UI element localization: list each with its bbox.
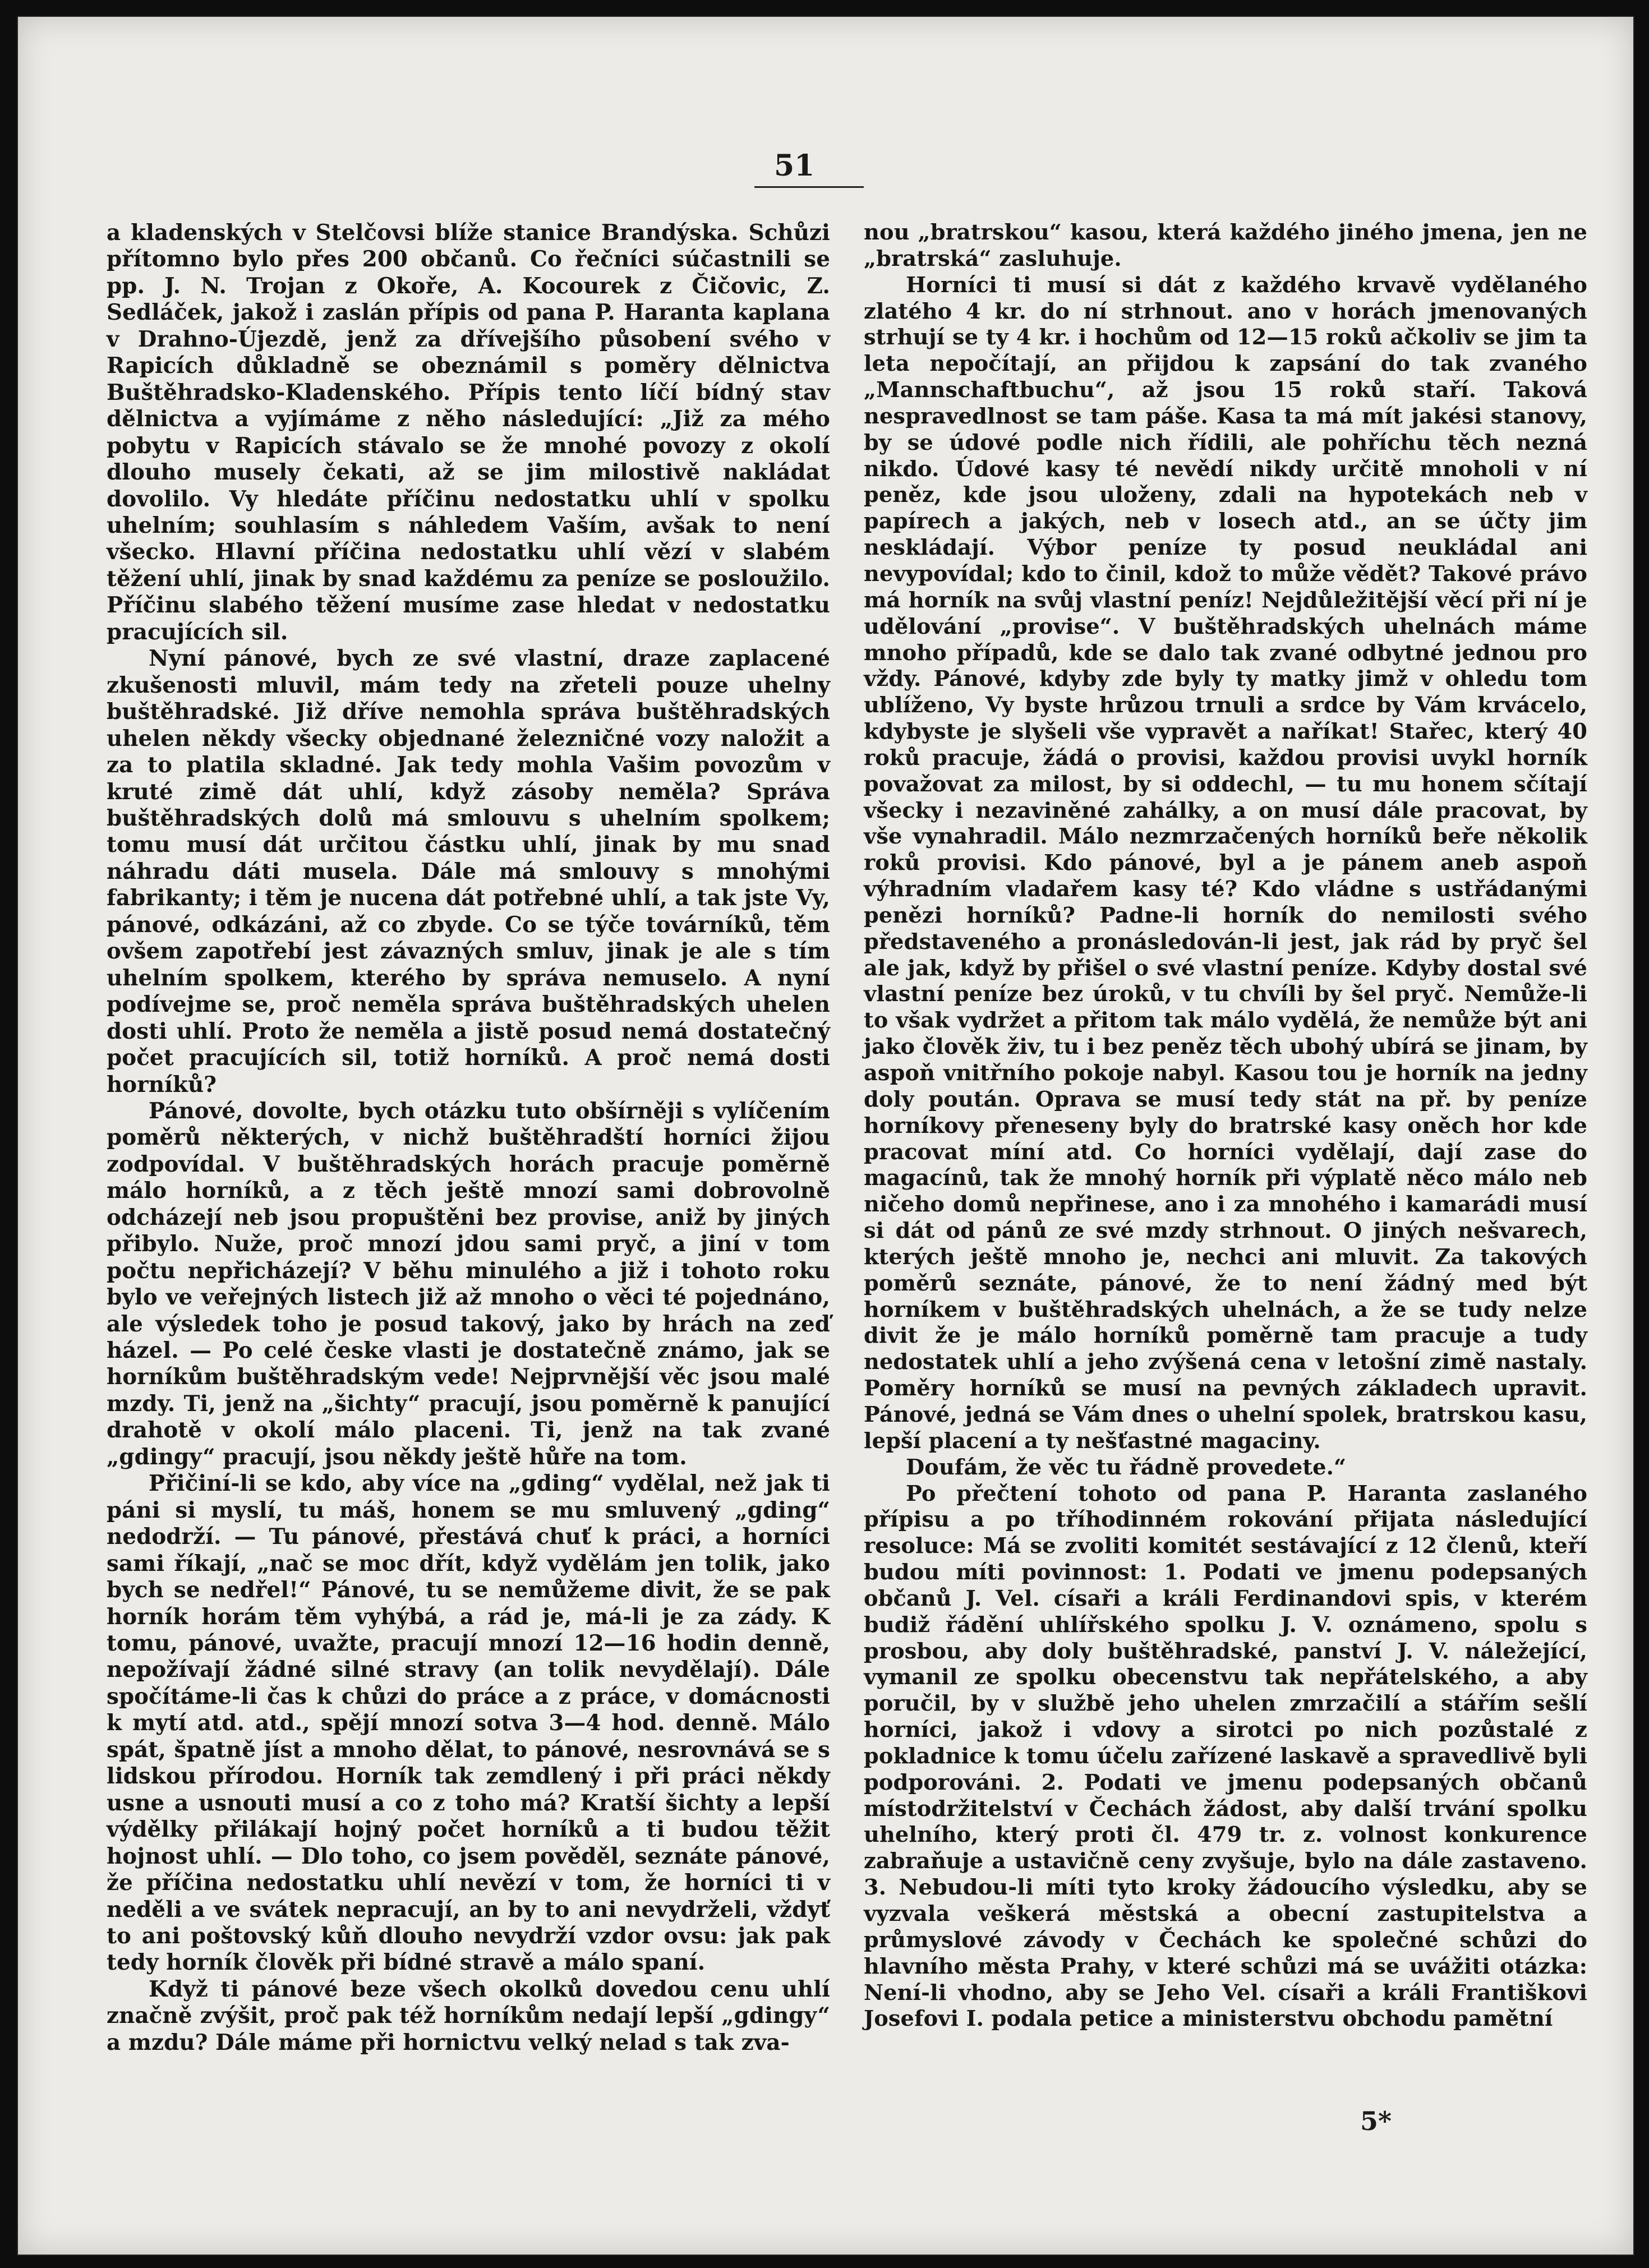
- paragraph: Horníci ti musí si dát z každého krvavě vydělaného zlatého 4 kr. do ní strhnout. ano v horách jmenovaných strhují se ty 4 kr. i hochům od 12—15 roků ačkoliv se jim ta leta nepočítají, an přijdou k zapsání do tak zvaného „Mannschaftbuchu“, až jsou 15 roků staří. Taková nespravedlnost se tam páše. Kasa ta má mít jakési stanovy, by se údové podle nich řídili, ale pohříchu těch nezná nikdo. Údové kasy té nevědí nikdy určitě mnoholi v ní peněz, kde jsou uloženy, zdali na hypotekách neb v papírech a jakých, neb v losech atd., an se účty jim neskládají. Výbor peníze ty posud neukládal ani nevypovídal; kdo to činil, kdož to může vědět? Takové právo má horník na svůj vlastní peníz! Nejdůležitější věcí při ní je udělování „provise“. V buštěhradských uhelnách máme mnoho případů, kde se dalo tak zvané odbytné jednou pro vždy. Pánové, kdyby zde byly ty matky jimž v ohledu tom ublíženo, Vy byste hrůzou trnuli a srdce by Vám krvácelo, kdybyste je slyšeli vše vypravět a naříkat! Stařec, který 40 roků pracuje, žádá o provisi, každou provisi uvykl horník považovat za milost, by si oddechl, — tu mu honem sčítají všecky i nezaviněné zahálky, a on musí dále pracovat, by vše vynahradil. Málo nezmrzačených horníků beře několik roků provisi. Kdo pánové, byl a je pánem aneb aspoň výhradním vladařem kasy té? Kdo vládne s ustřádanými penězi horníků? Padne-li horník do nemilosti svého představeného a pronásledován-li jest, jak rád by pryč šel ale jak, když by přišel o své vlastní peníze. Kdyby dostal své vlastní peníze bez úroků, v tu chvíli by šel pryč. Nemůže-li to však vydržet a přitom tak málo vydělá, že nemůže být ani jako člověk živ, tu i bez peněz těch ubohý ubírá se jinam, by aspoň vnitřního pokoje nabyl. Kasou tou je horník na jedny doly poután. Oprava se musí tedy stát na př. by peníze horníkovy přeneseny byly do bratrské kasy oněch hor kde pracovat míní atd. Co horníci vydělají, dají zase do magacínů, tak že mnohý horník při výplatě něco málo neb ničeho domů nepřinese, ano i za mnohého i kamarádi musí si dát od pánů ze své mzdy strhnout. O jiných nešvarech, kterých ještě mnoho je, nechci ani mluvit. Za takových poměrů seznáte, pánové, že to není žádný med být horníkem v buštěhradských uhelnách, a že se tudy nelze divit že je málo horníků poměrně tam pracuje a tudy nedostatek uhlí a jeho zvýšená cena v letošní zimě nastaly. Poměry horníků se musí na pevných základech upravit. Pánové, jedná se Vám dnes o uhelní spolek, bratrskou kasu, lepší placení a ty nešťastné magaciny.: [864, 272, 1587, 1454]
- signature-mark: 5*: [1360, 2106, 1392, 2136]
- paragraph: Doufám, že věc tu řádně provedete.“: [906, 1454, 1347, 1480]
- paragraph: Když ti pánové beze všech okolků dovedou cenu uhlí značně zvýšit, proč pak též horníkům nedají lepší „gdingy“ a mzdu? Dále máme při hornictvu velký nelad s tak zva-: [107, 1976, 830, 2055]
- paragraph: nou „bratrskou“ kasou, která každého jiného jmena, jen ne „bratrská“ zasluhuje.: [864, 220, 1587, 271]
- page-number-rule: [754, 186, 864, 188]
- left-column: [107, 220, 830, 2056]
- right-column: [864, 220, 1587, 2032]
- paragraph: Po přečtení tohoto od pana P. Haranta zaslaného přípisu a po tříhodinném rokování přijata následující resoluce: Má se zvoliti komitét sestávající z 12 členů, kteří budou míti povinnost: 1. Podati ve jmenu podepsaných občanů J. Vel. císaři a králi Ferdinandovi spis, v kterém budiž řádění uhlířského spolku J. V. oznámeno, spolu s prosbou, aby doly buštěhradské, panství J. V. náležející, vymanil ze spolku obecenstvu tak nepřátelského, a aby poručil, by v službě jeho uhelen zmrzačilí a stářím sešlí horníci, jakož i vdovy a sirotci po nich pozůstalé z pokladnice k tomu účelu zařízené laskavě a spravedlivě byli podporováni. 2. Podati ve jmenu podepsaných občanů místodržitelství v Čechách žádost, aby další trvání spolku uhelního, který proti čl. 479 tr. z. volnost konkurence zabraňuje a ustavičně ceny zvyšuje, bylo na dále zastaveno. 3. Nebudou-li míti tyto kroky žádoucího výsledku, aby se vyzvala veškerá městská a obecní zastupitelstva a průmyslové závody v Čechách ke společné schůzi do hlavního města Prahy, v které schůzi má se uvážiti otázka: Není-li vhodno, aby se Jeho Vel. císaři a králi Františkovi Josefovi I. podala petice a ministerstvu obchodu pamětní: [864, 1481, 1587, 2032]
- paragraph: Pánové, dovolte, bych otázku tuto obšírněji s vylíčením poměrů některých, v nichž buštěhradští horníci žijou zodpovídal. V buštěhradských horách pracuje poměrně málo horníků, a z těch ještě mnozí sami dobrovolně odcházejí neb jsou propuštěni bez provise, aniž by jiných přibylo. Nuže, proč mnozí jdou sami pryč, a jiní v tom počtu nepřicházejí? V běhu minulého a již i tohoto roku bylo ve veřejných listech již až mnoho o věci té pojednáno, ale výsledek toho je posud takový, jako by hrách na zeď házel. — Po celé česke vlasti je dostatečně známo, jak se horníkům buštěhradským vede! Nejprvnější věc jsou malé mzdy. Ti, jenž na „šichty“ pracují, jsou poměrně k panující drahotě v okolí málo placeni. Ti, jenž na tak zvané „gdingy“ pracují, jsou někdy ještě hůře na tom.: [107, 1098, 830, 1470]
- paragraph: Nyní pánové, bych ze své vlastní, draze zaplacené zkušenosti mluvil, mám tedy na zřeteli pouze uhelny buštěhradské. Již dříve nemohla správa buštěhradských uhelen někdy všecky objednané železničné vozy naložit a za to platila skladné. Jak tedy mohla Vašim povozům v kruté zimě dát uhlí, když zásoby neměla? Správa buštěhradských dolů má smlouvu s uhelním spolkem; tomu musí dát určitou částku uhlí, jinak by mu snad náhradu dáti musela. Dále má smlouvy s mnohými fabrikanty; i těm je nucena dát potřebné uhlí, a tak jste Vy, pánové, odkázáni, až co zbyde. Co se týče továrníků, těm ovšem zapotřebí jest závazných smluv, jinak je ale s tím uhelním spolkem, kterého by správa nemuselo. A nyní podívejme se, proč neměla správa buštěhradských uhelen dosti uhlí. Proto že neměla a jistě posud nemá dostatečný počet pracujících sil, totiž horníků. A proč nemá dosti horníků?: [107, 646, 830, 1098]
- paragraph: Přičiní-li se kdo, aby více na „gding“ vydělal, než jak ti páni si myslí, tu máš, honem se mu smluvený „gding“ nedodrží. — Tu pánové, přestává chuť k práci, a horníci sami říkají, „nač se moc dřít, když vydělám jen tolik, jako bych se nedřel!“ Pánové, tu se nemůžeme divit, že se pak horník horám těm vyhýbá, a rád je, má-li je za zády. K tomu, pánové, uvažte, pracují mnozí 12—16 hodin denně, nepožívají žádné silné stravy (an tolik nevydělají). Dále spočítáme-li čas k chůzi do práce a z práce, v domácnosti k mytí atd. atd., spějí mnozí sotva 3—4 hod. denně. Málo spát, špatně jíst a mnoho dělat, to pánové, nesrovnává se s lidskou přírodou. Horník tak zemdlený i při práci někdy usne a usnouti musí a co z toho má? Kratší šichty a lepší výdělky přilákají hojný počet horníků a ti budou těžit hojnost uhlí. — Dlo toho, co jsem pověděl, seznáte pánové, že příčina nedostatku uhlí nevězí v tom, že horníci ti v neděli a ve svátek nepracují, an by to ani nevydrželi, vždyť to ani poštovský kůň dlouho nevydrží vzdor ovsu: jak pak tedy horník člověk při bídné stravě a málo spaní.: [107, 1471, 830, 1976]
- paragraph: a kladenských v Stelčovsi blíže stanice Brandýska. Schůzi přítomno bylo přes 200 občanů. Co řečníci súčastnili se pp. J. N. Trojan z Okoře, A. Kocourek z Čičovic, Z. Sedláček, jakož i zaslán přípis od pana P. Haranta kaplana v Drahno-Újezdě, jenž za dřívejšího působení svého v Rapicích důkladně se obeznámil s poměry dělnictva Buštěhradsko-Kladenského. Přípis tento líčí bídný stav dělnictva a vyjímáme z něho následující: „Již za mého pobytu v Rapicích stávalo se že mnohé povozy z okolí dlouho musely čekati, až se jim milostivě nakládat dovolilo. Vy hledáte příčinu nedostatku uhlí v spolku uhelním; souhlasím s náhledem Vaším, avšak to není všecko. Hlavní příčina nedostatku uhlí vězí v slabém těžení uhlí, jinak by snad každému za peníze se posloužilo. Příčinu slabého těžení musíme zase hledat v nedostatku pracujících sil.: [107, 220, 830, 645]
- page-number: 51: [774, 149, 815, 183]
